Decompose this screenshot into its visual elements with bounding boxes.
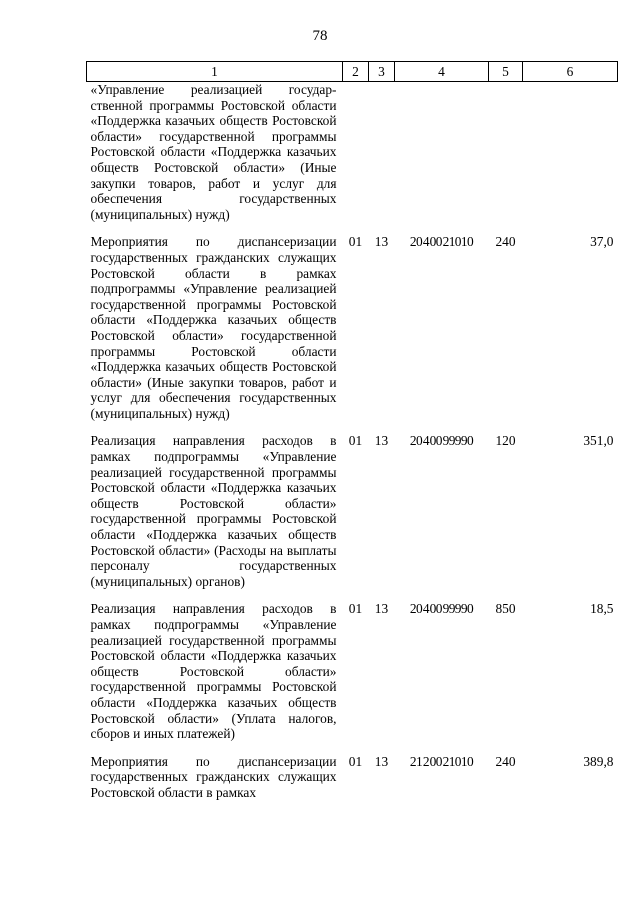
- row-subsection: [369, 82, 395, 235]
- row-name: Реализация направления расходов в рамках подпрограммы «Управление реализацией государственной программы Ростовской области «Поддержка казачьих обществ Ростовской области» государственной программы Ростовской области «Поддержка казачьих обществ Ростовской области» (Уплата налогов, сборов и иных платежей): [90, 601, 337, 742]
- table-row: [87, 433, 618, 601]
- row-expense-type: 240: [495, 753, 516, 769]
- row-name: Мероприятия по диспансеризации государственных гражданских служащих Ростовской области в рамках подпрограммы «Управление реализацией государственной программы Ростовской области «Поддержка казачьих обществ Ростовской области» государственной программы Ростовской области «Поддержка казачьих обществ Ростовской области» (Иные закупки товаров, работ и услуг для обеспечения государственных (муниципальных) нужд): [90, 234, 337, 421]
- row-expense-type: [489, 82, 523, 235]
- row-expense-type: 120: [495, 433, 516, 449]
- row-section: 01: [348, 433, 363, 449]
- row-target-article: [395, 82, 489, 235]
- header-col-1: 1: [87, 62, 343, 82]
- row-amount: [523, 82, 618, 235]
- budget-table: [86, 61, 618, 801]
- row-section: 01: [348, 753, 363, 769]
- row-amount: 389,8: [583, 753, 614, 769]
- page-number: 78: [312, 28, 328, 44]
- header-col-2: 2: [343, 62, 369, 82]
- row-section: [343, 82, 369, 235]
- table-row: [87, 234, 618, 433]
- header-col-3: 3: [369, 62, 395, 82]
- row-section: 01: [348, 601, 363, 617]
- table-row: [87, 754, 618, 801]
- row-amount: 37,0: [590, 234, 614, 250]
- row-subsection: 13: [374, 753, 389, 769]
- row-section: 01: [348, 234, 363, 250]
- row-expense-type: 850: [495, 601, 516, 617]
- header-col-4: 4: [395, 62, 489, 82]
- row-target-article: 20 4 00 21010: [409, 234, 474, 250]
- header-col-5: 5: [489, 62, 523, 82]
- row-target-article: 21 2 00 21010: [409, 753, 474, 769]
- row-subsection: 13: [374, 601, 389, 617]
- row-target-article: 20 4 00 99990: [409, 433, 474, 449]
- row-target-article: 20 4 00 99990: [409, 601, 474, 617]
- row-name: «Управление реализацией государственной программы Ростовской области «Поддержка казачьих обществ Ростовской области» государственной программы Ростовской области «Поддержка казачьих обществ Ростовской области» (Иные закупки товаров, работ и услуг для обеспечения государственных (муниципальных) нужд): [90, 82, 337, 222]
- row-name: Реализация направления расходов в рамках подпрограммы «Управление реализацией государственной программы Ростовской области «Поддержка казачьих обществ Ростовской области» государственной программы Ростовской области «Поддержка казачьих обществ Ростовской области» (Расходы на выплаты персоналу государственных (муниципальных) органов): [90, 433, 337, 589]
- header-col-6: 6: [523, 62, 618, 82]
- row-name: Мероприятия по диспансеризации государственных гражданских служащих Ростовской области в рамках: [90, 753, 337, 800]
- row-expense-type: 240: [495, 234, 516, 250]
- table-row: [87, 601, 618, 753]
- row-subsection: 13: [374, 234, 389, 250]
- table-header: [87, 62, 618, 82]
- table-row: [87, 82, 618, 235]
- row-amount: 351,0: [583, 433, 614, 449]
- row-amount: 18,5: [590, 601, 614, 617]
- header-row: [87, 62, 618, 82]
- row-subsection: 13: [374, 433, 389, 449]
